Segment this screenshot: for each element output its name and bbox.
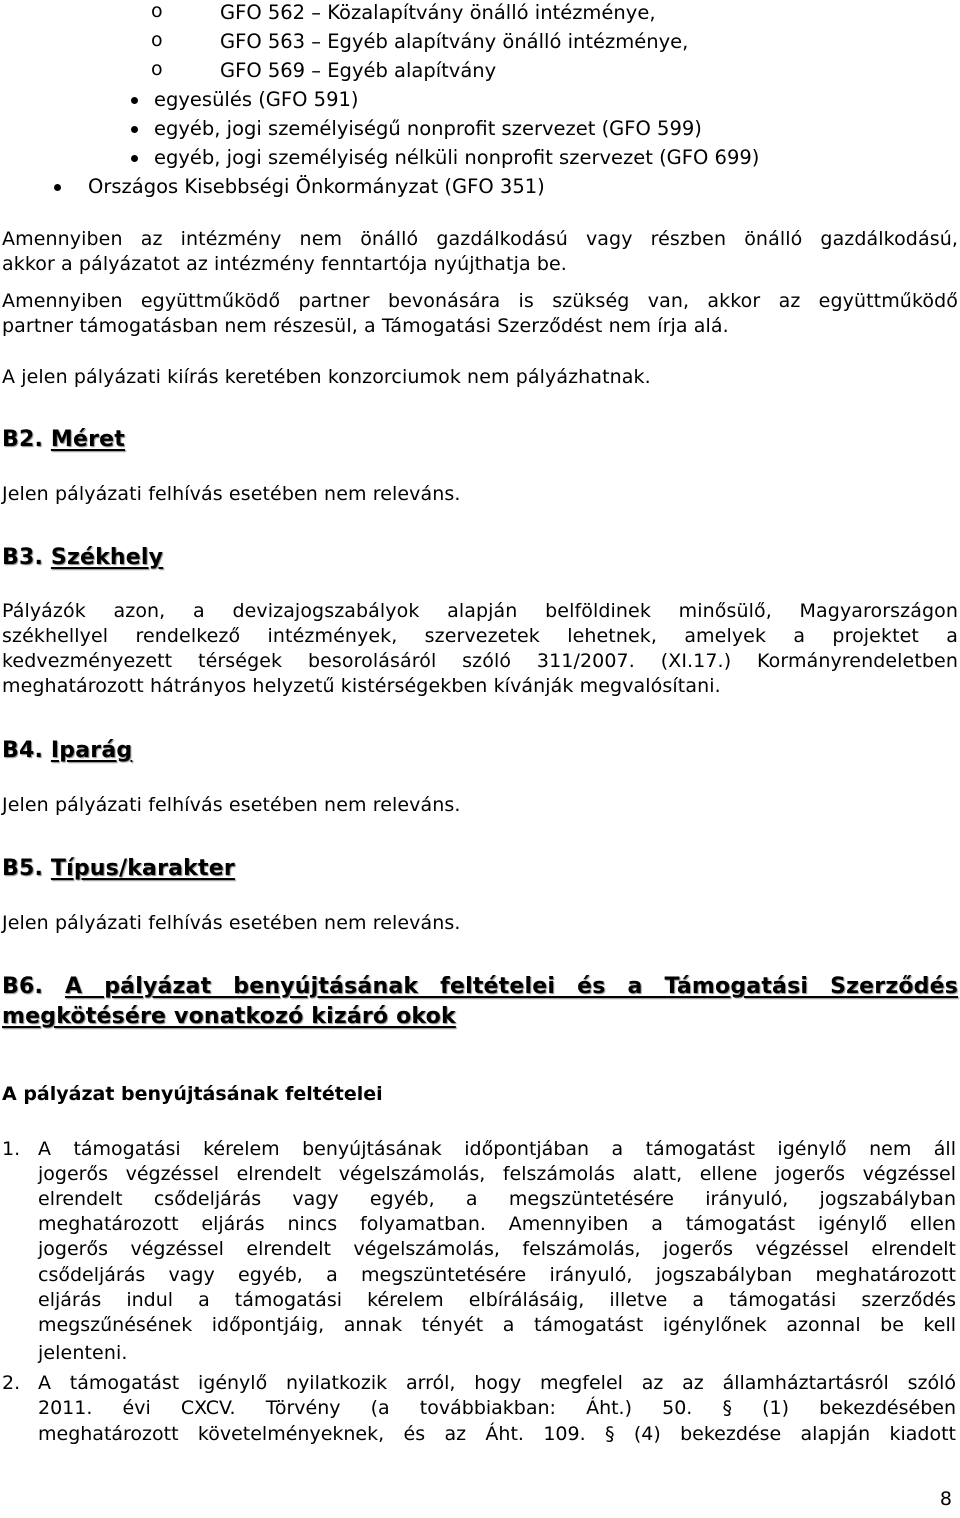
item-line: csődeljárás vagy egyéb, a megszüntetésére irányuló, jogszabályban meghatározott (38, 1264, 956, 1286)
item-number: 2. (2, 1372, 21, 1394)
section-number: B3. (2, 545, 44, 570)
section-number: B6. (2, 974, 44, 999)
subheading: A pályázat benyújtásának feltételei (2, 1083, 383, 1105)
section-title: A pályázat benyújtásának feltételei és a Támogatási Szerződés (65, 974, 959, 999)
paragraph-line: meghatározott hátrányos helyzetű kistérségekben kívánják megvalósítani. (2, 675, 721, 697)
paragraph-line: Pályázók azon, a devizajogszabályok alapján belföldinek minősülő, Magyarországon (2, 600, 958, 622)
section-heading-b6 (2, 974, 958, 999)
list-item: egyéb, jogi személyiség nélküli nonprofit szervezet (GFO 699) (154, 146, 760, 169)
item-line: elrendelt csődeljárás vagy egyéb, a megszüntetésére irányuló, jogszabályban (38, 1188, 956, 1210)
item-line: jogerős végzéssel elrendelt végelszámolás, felszámolás alatt, ellene jogerős végzéssel (38, 1163, 956, 1185)
list-item: egyesülés (GFO 591) (154, 88, 359, 111)
item-line: 2011. évi CXCV. Törvény (a továbbiakban: Áht.) 50. § (1) bekezdésében (38, 1397, 956, 1419)
item-line: A támogatást igénylő nyilatkozik arról, hogy megfelel az az államháztartásról szóló (38, 1372, 956, 1394)
section-title: megkötésére vonatkozó kizáró okok (2, 1004, 456, 1029)
paragraph-line: akkor a pályázatot az intézmény fenntartója nyújthatja be. (2, 253, 567, 275)
section-heading-b6-cont (2, 1004, 456, 1029)
paragraph-line: partner támogatásban nem részesül, a Támogatási Szerződést nem írja alá. (2, 315, 729, 337)
paragraph: A jelen pályázati kiírás keretében konzorciumok nem pályázhatnak. (2, 366, 651, 388)
bullet-icon (131, 97, 138, 104)
list-item: GFO 569 – Egyéb alapítvány (220, 59, 497, 82)
section-title: Székhely (50, 545, 164, 570)
section-heading-b4 (2, 738, 132, 763)
section-text: Jelen pályázati felhívás esetében nem releváns. (2, 794, 461, 816)
item-line: meghatározott eljárás nincs folyamatban. Amennyiben a támogatást igénylő ellen (38, 1213, 956, 1235)
list-marker: o (151, 0, 163, 22)
paragraph-line: Amennyiben együttműködő partner bevonására is szükség van, akkor az együttműködő (2, 290, 958, 312)
list-marker: o (151, 29, 163, 51)
item-line: jelenteni. (38, 1342, 128, 1364)
item-line: A támogatási kérelem benyújtásának időpontjában a támogatást igénylő nem áll (38, 1138, 956, 1160)
section-heading-b5 (2, 856, 235, 881)
section-title: Iparág (50, 738, 133, 763)
list-item: GFO 562 – Közalapítvány önálló intézménye, (220, 1, 656, 24)
list-item: Országos Kisebbségi Önkormányzat (GFO 351) (88, 175, 545, 198)
section-number: B2. (2, 427, 44, 452)
section-text: Jelen pályázati felhívás esetében nem releváns. (2, 483, 461, 505)
section-number: B4. (2, 738, 44, 763)
section-title: Típus/karakter (50, 856, 235, 881)
list-item: egyéb, jogi személyiségű nonprofit szervezet (GFO 599) (154, 117, 702, 140)
item-line: jogerős végzéssel elrendelt végelszámolás, felszámolás, jogerős végzéssel elrendelt (38, 1238, 956, 1260)
section-heading-b2 (2, 427, 125, 452)
bullet-icon (54, 184, 61, 191)
section-text: Jelen pályázati felhívás esetében nem releváns. (2, 912, 461, 934)
paragraph-line: kedvezményezett térségek besorolásáról szóló 311/2007. (XI.17.) Kormányrendeletben (2, 650, 958, 672)
item-number: 1. (2, 1138, 21, 1160)
item-line: megszűnésének időpontjáig, annak tényét a támogatást igénylőnek azonnal be kell (38, 1314, 956, 1336)
section-number: B5. (2, 856, 44, 881)
item-line: meghatározott követelményeknek, és az Áht. 109. § (4) bekezdése alapján kiadott (38, 1423, 956, 1445)
item-line: eljárás indul a támogatási kérelem elbírálásáig, illetve a támogatási szerződés (38, 1289, 956, 1311)
bullet-icon (131, 155, 138, 162)
list-marker: o (151, 58, 163, 80)
paragraph-line: Amennyiben az intézmény nem önálló gazdálkodású vagy részben önálló gazdálkodású, (2, 228, 958, 250)
section-title: Méret (50, 427, 126, 452)
section-heading-b3 (2, 545, 163, 570)
list-item: GFO 563 – Egyéb alapítvány önálló intézménye, (220, 30, 689, 53)
bullet-icon (131, 126, 138, 133)
page-number: 8 (939, 1488, 952, 1510)
paragraph-line: székhellyel rendelkező intézmények, szervezetek lehetnek, amelyek a projektet a (2, 625, 958, 647)
